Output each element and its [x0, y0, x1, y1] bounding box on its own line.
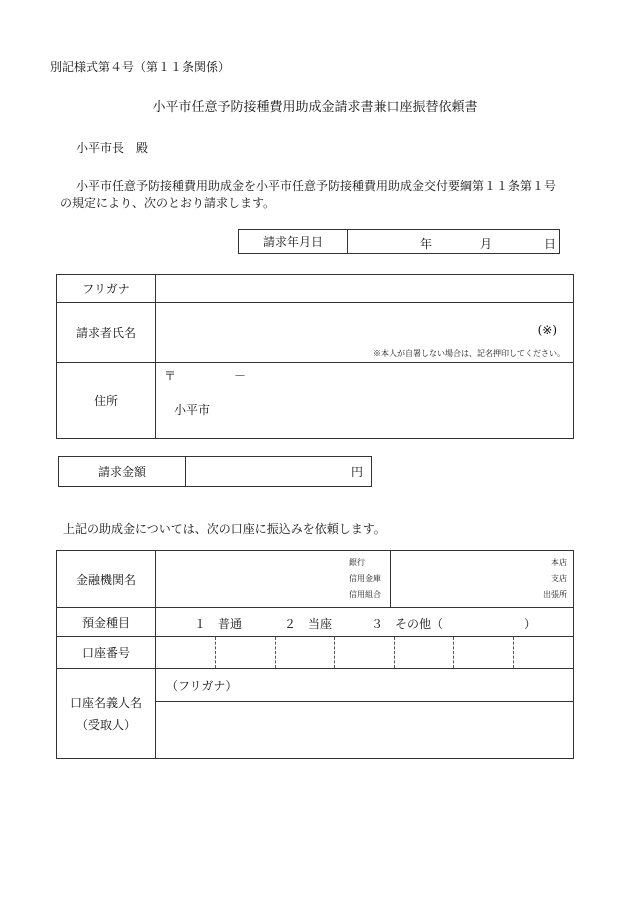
- account-holder-field[interactable]: [156, 669, 574, 759]
- holder-furigana-label: （フリガナ）: [166, 679, 238, 693]
- holder-furigana-row[interactable]: [156, 669, 573, 702]
- postal-dash: －: [234, 369, 247, 383]
- city-text: 小平市: [174, 403, 211, 417]
- addressee: 小平市長 殿: [76, 141, 149, 155]
- account-holder-label-1: 口座名義人名: [69, 695, 142, 710]
- bank-table: [56, 550, 574, 756]
- branch-main: 本店: [551, 558, 567, 567]
- account-holder-label-2: （受取人）: [75, 717, 136, 732]
- branch-branch: 支店: [551, 574, 567, 583]
- page-title: 小平市任意予防接種費用助成金請求書兼口座振替依頼書: [152, 100, 478, 115]
- month-label: 月: [480, 237, 493, 251]
- bank-type-shinkin: 信用金庫: [349, 574, 381, 583]
- account-holder-label: [57, 669, 156, 759]
- account-digit[interactable]: [335, 637, 395, 668]
- postal-mark: 〒: [164, 369, 177, 383]
- form-reference: 別記様式第４号（第１１条関係）: [50, 60, 231, 74]
- applicant-table: [56, 274, 574, 439]
- transfer-request-text: 上記の助成金については、次の口座に振込みを依頼します。: [63, 522, 386, 536]
- institution-label: 金融機関名: [57, 551, 156, 608]
- intro-line-1: 小平市任意予防接種費用助成金を小平市任意予防接種費用助成金交付要綱第１１条第１号: [76, 179, 557, 193]
- bank-type-kumiai: 信用組合: [349, 590, 381, 599]
- account-digit[interactable]: [454, 637, 514, 668]
- deposit-type-label: 預金種目: [57, 608, 156, 637]
- amount-field[interactable]: [186, 457, 372, 487]
- year-label: 年: [420, 237, 433, 251]
- request-date-table: [238, 229, 560, 254]
- account-digit[interactable]: [513, 637, 573, 668]
- account-digit[interactable]: [156, 637, 216, 668]
- account-number-label: 口座番号: [57, 637, 156, 669]
- amount-table: [58, 456, 372, 487]
- deposit-option-ordinary[interactable]: １ 普通: [194, 617, 243, 631]
- deposit-option-close: ）: [524, 617, 537, 631]
- bank-type-bank: 銀行: [349, 558, 365, 567]
- seal-mark: (※): [537, 323, 557, 337]
- amount-label: 請求金額: [59, 457, 186, 487]
- institution-field[interactable]: [156, 551, 574, 608]
- account-digit[interactable]: [216, 637, 276, 668]
- request-date-label: 請求年月日: [239, 230, 348, 254]
- yen-unit: 円: [350, 465, 363, 479]
- intro-line-2: の規定により、次のとおり請求します。: [60, 196, 276, 210]
- account-number-field[interactable]: [156, 637, 574, 669]
- account-digit[interactable]: [275, 637, 335, 668]
- holder-name-row[interactable]: [156, 702, 573, 758]
- furigana-field[interactable]: [156, 275, 574, 303]
- account-digit-grid: [156, 637, 573, 668]
- day-label: 日: [544, 237, 557, 251]
- signature-note: ※本人が自署しない場合は、記名押印してください。: [373, 349, 565, 358]
- branch-office: 出張所: [543, 590, 567, 599]
- request-date-field[interactable]: [348, 230, 560, 254]
- deposit-option-other[interactable]: ３ その他（: [371, 617, 444, 631]
- applicant-name-field[interactable]: [156, 303, 574, 363]
- account-digit[interactable]: [394, 637, 454, 668]
- applicant-name-label: 請求者氏名: [57, 303, 156, 363]
- furigana-label: フリガナ: [57, 275, 156, 303]
- institution-divider: [390, 551, 391, 608]
- deposit-type-field[interactable]: [156, 608, 574, 637]
- address-field[interactable]: [156, 363, 574, 439]
- address-label: 住所: [57, 363, 156, 439]
- deposit-option-current[interactable]: ２ 当座: [284, 617, 333, 631]
